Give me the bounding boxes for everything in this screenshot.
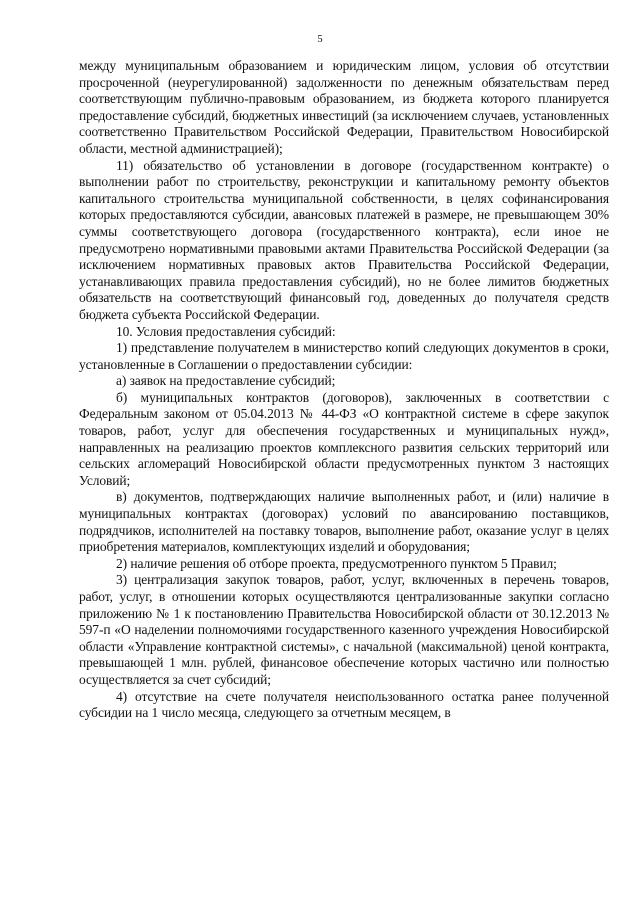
paragraph-item-11: 11) обязательство об установлении в договоре (государственном контракте) о выполнении работ по строительству, реконструкции и капитальному ремонту объектов капитального строительства муниципальной собственности, в целях софинансирования которых предоставляются субсидии, авансовых платежей в размере, не превышающем 30% суммы соответствующего договора (государственного контракта), если иное не предусмотрено нормативными правовыми актами Правительства Российской Федерации (за исключением нормативных правовых актов Правительства Российской Федерации, устанавливающих правила предоставления субсидий), но не более лимитов бюджетных обязательств на соответствующий финансовый год, доведенных до получателя средств бюджета субъекта Российской Федерации.: [79, 157, 609, 322]
paragraph-condition-2: 2) наличие решения об отборе проекта, предусмотренного пунктом 5 Правил;: [116, 555, 557, 571]
paragraph-condition-4: 4) отсутствие на счете получателя неиспользованного остатка ранее полученной субсидии на 1 число месяца, следующего за отчетным месяцем, в: [79, 688, 609, 721]
paragraph-subitem-b: б) муниципальных контрактов (договоров), заключенных в соответствии с Федеральным законом от 05.04.2013 № 44-ФЗ «О контрактной системе в сфере закупок товаров, работ, услуг для обеспечения государственных и муниципальных нужд», направленных на реализацию проектов комплексного развития сельских территорий или сельских агломераций Новосибирской области предусмотренных пунктом 3 настоящих Условий;: [79, 389, 609, 488]
paragraph-condition-3: 3) централизация закупок товаров, работ, услуг, включенных в перечень товаров, работ, услуг, в отношении которых осуществляются централизованные закупки согласно приложению № 1 к постановлению Правительства Новосибирской области от 30.12.2013 № 597-п «О наделении полномочиями государственного казенного учреждения Новосибирской области «Управление контрактной системы», с начальной (максимальной) ценой контракта, превышающей 1 млн. рублей, финансовое обеспечение которых частично или полностью осуществляется за счет субсидий;: [79, 572, 609, 687]
paragraph-section-10-heading: 10. Условия предоставления субсидий:: [116, 323, 336, 339]
paragraph-subitem-a: а) заявок на предоставление субсидий;: [116, 373, 336, 389]
document-body: [79, 58, 609, 722]
paragraph-condition-1: 1) представление получателем в министерство копий следующих документов в сроки, установленные в Соглашении о предоставлении субсидии:: [79, 340, 609, 372]
paragraph-subitem-v: в) документов, подтверждающих наличие выполненных работ, и (или) наличие в муниципальных контрактах (договорах) условий по авансированию поставщиков, подрядчиков, исполнителей на поставку товаров, выполнение работ, оказание услуг в целях приобретения материалов, комплектующих изделий и оборудования;: [79, 489, 609, 555]
page-number: 5: [317, 34, 323, 45]
paragraph-continuation: между муниципальным образованием и юридическим лицом, условия об отсутствии просроченной (неурегулированной) задолженности по денежным обязательствам перед соответствующим публично-правовым образованием, из бюджета которого планируется предоставление субсидий, бюджетных инвестиций (за исключением случаев, установленных соответственно Правительством Российской Федерации, Правительством Новосибирской области, местной администрацией);: [79, 58, 609, 156]
